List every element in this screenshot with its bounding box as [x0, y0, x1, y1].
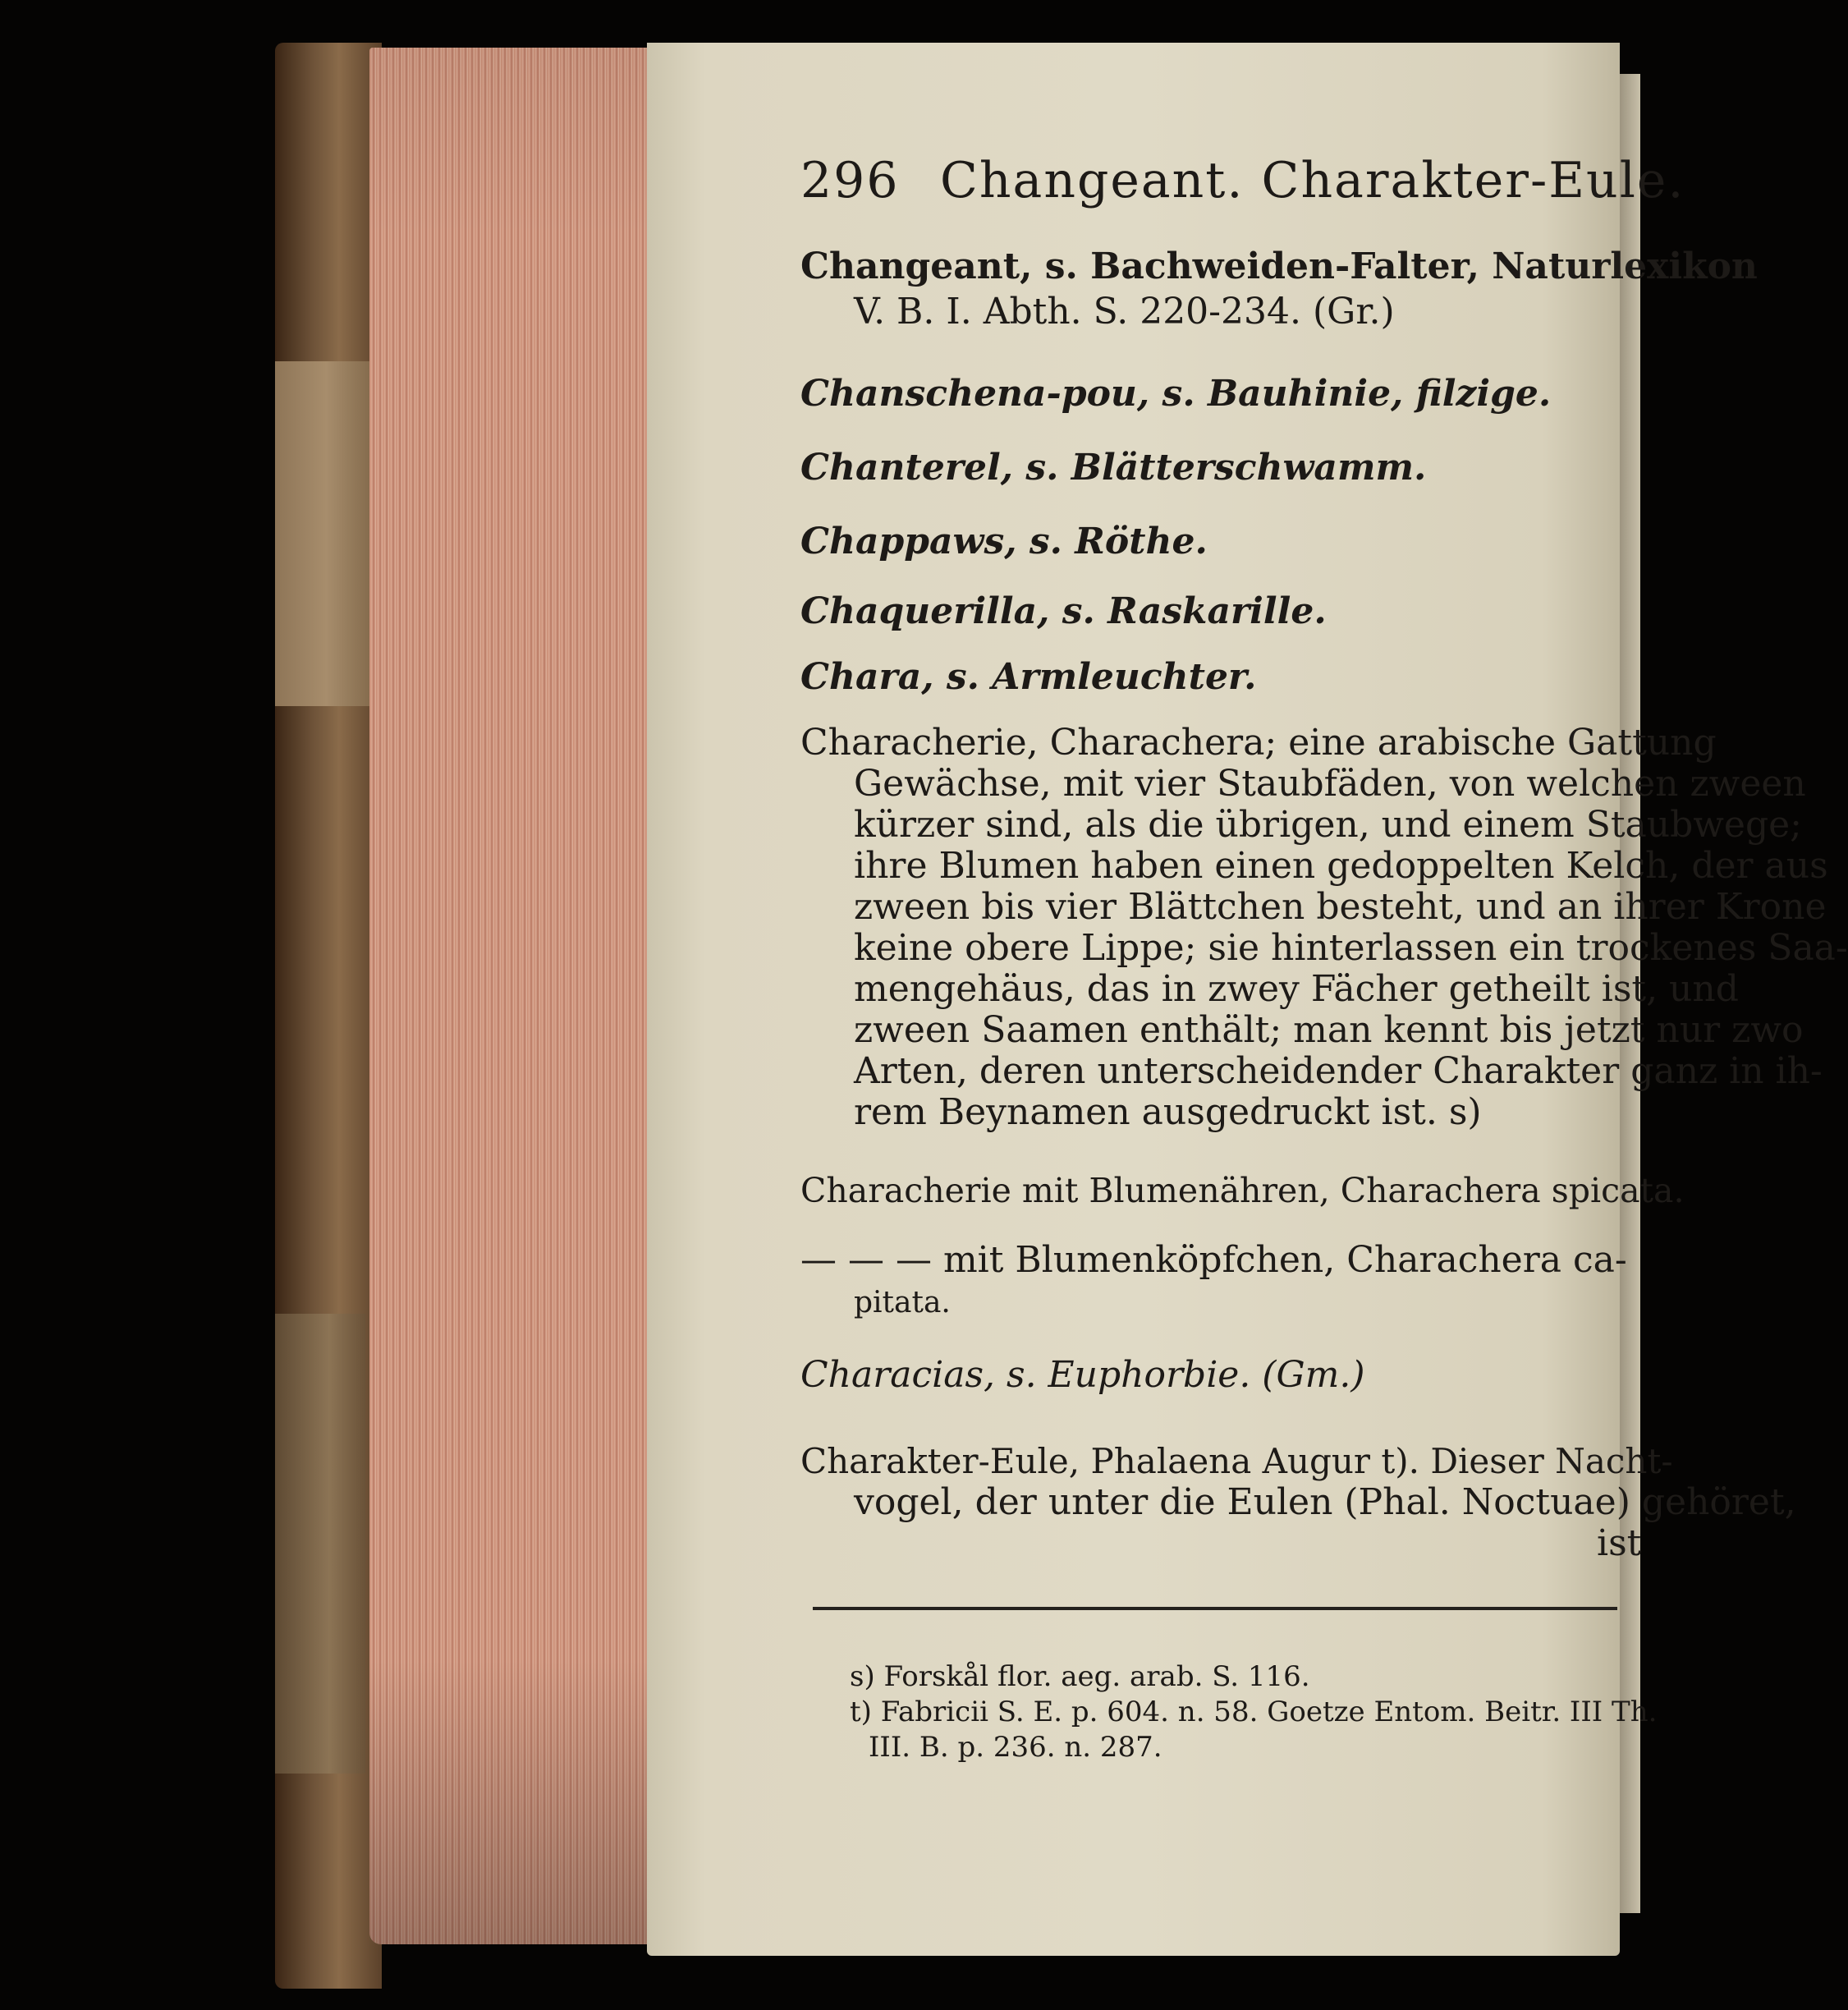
- entry-line: kürzer sind, als die übrigen, und einem Staubwege;: [854, 804, 1802, 846]
- entry-line: rem Beynamen ausgedruckt ist. s): [854, 1091, 1482, 1133]
- entry-line: ist: [1597, 1522, 1642, 1564]
- entry-line: Changeant, s. Bachweiden-Falter, Naturlexikon: [800, 246, 1758, 287]
- entry-line: Charakter-Eule, Phalaena Augur t). Dieser Nacht-: [800, 1441, 1673, 1481]
- page-edges-shadow: [369, 48, 649, 1944]
- page-number: 296: [800, 152, 900, 209]
- entry-line: Gewächse, mit vier Staubfäden, von welchen zween: [854, 763, 1806, 805]
- entry-line: zween Saamen enthält; man kennt bis jetzt nur zwo: [854, 1009, 1804, 1051]
- entry-line: pitata.: [854, 1286, 951, 1319]
- entry-line: keine obere Lippe; sie hinterlassen ein trockenes Saa-: [854, 927, 1848, 969]
- entry-line: mengehäus, das in zwey Fächer getheilt ist, und: [854, 968, 1739, 1010]
- entry-line: Arten, deren unterscheidender Charakter ganz in ih-: [854, 1050, 1823, 1092]
- entry-line: Chaquerilla, s. Raskarille.: [800, 590, 1327, 632]
- entry-line: Chara, s. Armleuchter.: [800, 656, 1257, 698]
- entry-line: Characias, s. Euphorbie. (Gm.): [800, 1354, 1365, 1396]
- entry-line: V. B. I. Abth. S. 220-234. (Gr.): [854, 291, 1395, 333]
- entry-line: Characherie mit Blumenähren, Charachera spicata.: [800, 1171, 1685, 1210]
- footnote: s) Forskål flor. aeg. arab. S. 116.: [850, 1660, 1310, 1693]
- entry-line: Chanterel, s. Blätterschwamm.: [800, 447, 1427, 489]
- entry-line: Chanschena-pou, s. Bauhinie, filzige.: [800, 373, 1552, 415]
- entry-line: zween bis vier Blättchen besteht, und an ihrer Krone: [854, 886, 1827, 928]
- entry-line: ihre Blumen haben einen gedoppelten Kelch, der aus: [854, 845, 1828, 887]
- cover-wear-patch-lower: [275, 1314, 365, 1774]
- running-title: Changeant. Charakter-Eule.: [940, 152, 1685, 209]
- footnote-rule: [813, 1607, 1617, 1610]
- entry-line: Chappaws, s. Röthe.: [800, 521, 1208, 562]
- cover-wear-patch: [275, 361, 378, 706]
- entry-line: — — — mit Blumenköpfchen, Charachera ca-: [800, 1239, 1627, 1281]
- entry-line: Characherie, Charachera; eine arabische Gattung: [800, 722, 1717, 764]
- footnote: III. B. p. 236. n. 287.: [869, 1731, 1162, 1764]
- footnote: t) Fabricii S. E. p. 604. n. 58. Goetze Entom. Beitr. III Th.: [850, 1696, 1658, 1728]
- entry-line: vogel, der unter die Eulen (Phal. Noctuae) gehöret,: [854, 1481, 1796, 1523]
